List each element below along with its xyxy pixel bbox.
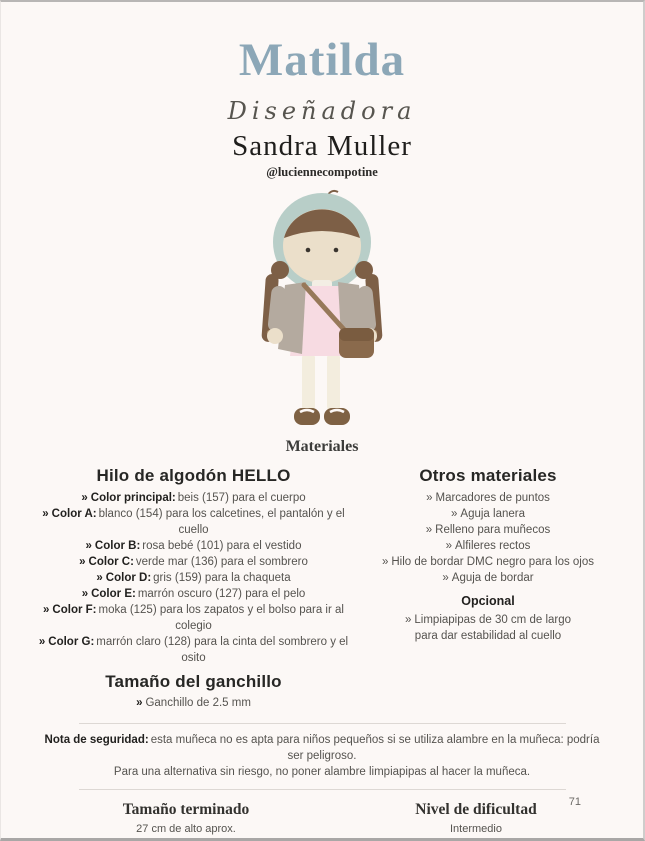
divider [79, 789, 566, 790]
difficulty-value: Intermedio [450, 823, 502, 836]
footer-info [1, 801, 643, 835]
bullet-icon: » [38, 636, 46, 649]
bullet-icon: » [85, 540, 92, 553]
yarn-item-text: blanco (154) para los calcetines, el pantalón y el cuello [98, 508, 345, 537]
finished-size [31, 801, 341, 835]
yarn-item [31, 634, 356, 666]
yarn-item-label: Color B: [94, 540, 141, 553]
yarn-item-label: Color E: [91, 588, 136, 601]
bullet-icon: » [42, 508, 49, 521]
yarn-column [31, 466, 356, 711]
bullet-icon: » [445, 540, 452, 553]
safety-note-text: esta muñeca no es apta para niños pequeños si se utiliza alambre en la muñeca: podría ser peligroso. [150, 734, 600, 763]
bullet-icon: » [442, 572, 449, 585]
yarn-item-label: Color A: [51, 508, 97, 521]
optional-heading: Opcional [461, 594, 515, 609]
safety-note [1, 724, 643, 789]
designer-handle: @luciennecompotine [266, 165, 378, 180]
other-material-item [368, 570, 608, 586]
yarn-item-text: beis (157) para el cuerpo [177, 492, 306, 505]
yarn-item [31, 506, 356, 538]
yarn-item-label: Color principal: [90, 492, 176, 505]
yarn-item-text: marrón oscuro (127) para el pelo [137, 588, 306, 601]
other-material-text: Aguja lanera [460, 508, 525, 521]
bullet-icon: » [79, 556, 86, 569]
bullet-icon: » [425, 524, 433, 537]
other-materials-heading: Otros materiales [419, 466, 557, 486]
yarn-item-text: moka (125) para los zapatos y el bolso para ir al colegio [98, 604, 344, 633]
other-material-text: Relleno para muñecos [435, 524, 551, 537]
designer-name: Sandra Muller [232, 130, 412, 163]
hook-item [31, 695, 356, 711]
hook-item-text: Ganchillo de 2.5 mm [145, 697, 251, 710]
yarn-item-text: rosa bebé (101) para el vestido [142, 540, 302, 553]
other-material-item [368, 522, 608, 538]
other-material-item [368, 538, 608, 554]
header [1, 2, 643, 180]
yarn-heading: Hilo de algodón HELLO [96, 466, 291, 486]
other-material-text: Alfileres rectos [454, 540, 531, 553]
materials-columns [1, 466, 643, 711]
finished-size-heading: Tamaño terminado [122, 801, 250, 819]
bullet-icon: » [81, 492, 88, 505]
yarn-item [31, 538, 356, 554]
yarn-item [31, 490, 356, 506]
safety-note-line [41, 764, 603, 780]
bullet-icon: » [451, 508, 458, 521]
yarn-item-label: Color F: [52, 604, 97, 617]
bullet-icon: » [96, 572, 103, 585]
optional-item-text: Limpiapipas de 30 cm de largo [414, 614, 572, 627]
yarn-item [31, 586, 356, 602]
designer-role-label: Diseñadora [227, 97, 417, 126]
yarn-item [31, 602, 356, 634]
page-title: Matilda [238, 34, 406, 86]
bullet-icon: » [404, 614, 412, 627]
bullet-icon: » [81, 588, 89, 601]
hook-heading: Tamaño del ganchillo [105, 672, 282, 692]
other-material-item [368, 554, 608, 570]
safety-note-line [41, 732, 603, 764]
optional-item-text: para dar estabilidad al cuello [414, 630, 562, 643]
other-material-item [368, 490, 608, 506]
other-material-text: Aguja de bordar [451, 572, 534, 585]
difficulty-heading: Nivel de dificultad [415, 801, 537, 819]
doll-illustration-icon [227, 184, 417, 432]
optional-item-line [368, 612, 608, 628]
yarn-item-text: marrón claro (128) para la cinta del sombrero y el osito [96, 636, 349, 665]
other-material-text: Marcadores de puntos [435, 492, 550, 505]
yarn-item [31, 554, 356, 570]
doll-photo [1, 184, 643, 432]
safety-note-text: Para una alternativa sin riesgo, no poner alambre limpiapipas al hacer la muñeca. [113, 766, 531, 779]
bullet-icon: » [43, 604, 50, 617]
other-material-item [368, 506, 608, 522]
yarn-item-text: gris (159) para la chaqueta [153, 572, 291, 585]
bullet-icon: » [136, 697, 143, 710]
safety-note-label: Nota de seguridad: [44, 734, 149, 747]
other-material-text: Hilo de bordar DMC negro para los ojos [391, 556, 595, 569]
yarn-item-text: verde mar (136) para el sombrero [135, 556, 308, 569]
yarn-item-label: Color C: [88, 556, 134, 569]
yarn-item [31, 570, 356, 586]
page-number: 71 [568, 796, 581, 808]
other-materials-column [368, 466, 608, 711]
materials-heading: Materiales [285, 438, 359, 456]
yarn-item-label: Color D: [105, 572, 152, 585]
bullet-icon: » [381, 556, 389, 569]
finished-size-value: 27 cm de alto aprox. [136, 823, 236, 836]
yarn-item-label: Color G: [48, 636, 95, 649]
bullet-icon: » [426, 492, 433, 505]
optional-item-line [368, 628, 608, 644]
